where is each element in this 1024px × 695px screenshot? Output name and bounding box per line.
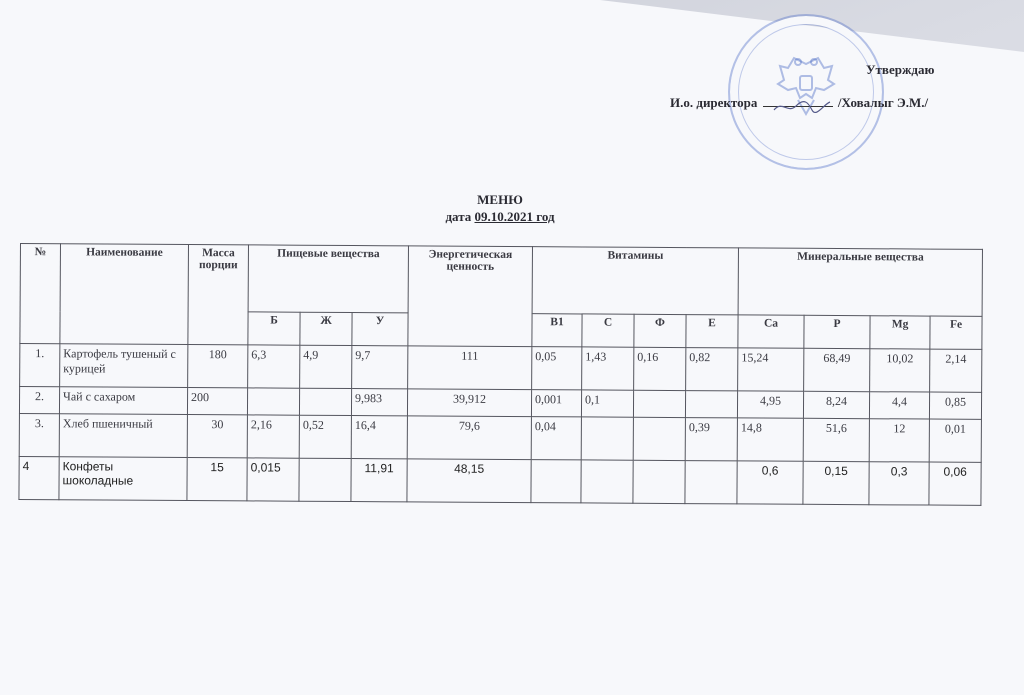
header-mass: Масса порции xyxy=(188,245,249,345)
cell-ca: 15,24 xyxy=(738,348,804,391)
director-name: /Ховалыг Э.М./ xyxy=(837,95,929,110)
subheader-zh: Ж xyxy=(300,312,352,345)
table-header-row xyxy=(20,244,982,317)
subheader-b1: B1 xyxy=(532,314,582,347)
cell-u: 9,983 xyxy=(351,389,407,416)
cell-b: 0,015 xyxy=(247,458,299,501)
cell-p: 8,24 xyxy=(803,391,869,418)
cell-c: 0,1 xyxy=(581,390,633,417)
cell-no: 1. xyxy=(20,344,60,387)
cell-b1: 0,001 xyxy=(531,390,581,417)
cell-no: 4 xyxy=(19,456,59,499)
subheader-u: У xyxy=(352,313,408,346)
cell-c xyxy=(581,460,633,503)
cell-mass: 200 xyxy=(187,388,247,415)
cell-name: Конфеты шоколадные xyxy=(59,457,187,501)
cell-zh: 4,9 xyxy=(300,345,352,388)
cell-f xyxy=(633,417,685,460)
header-nutrients: Пищевые вещества xyxy=(248,245,408,313)
header-no: № xyxy=(20,244,61,344)
cell-f xyxy=(633,390,685,417)
header-energy: Энергетическая ценность xyxy=(408,246,533,347)
cell-no: 3. xyxy=(19,413,59,456)
cell-name: Картофель тушеный с курицей xyxy=(60,344,188,388)
cell-mass: 30 xyxy=(187,415,247,458)
cell-e xyxy=(685,461,737,504)
cell-b: 6,3 xyxy=(248,345,300,388)
cell-ca: 14,8 xyxy=(737,418,803,461)
cell-energy: 39,912 xyxy=(407,389,531,417)
cell-b1 xyxy=(531,460,581,503)
cell-c: 1,43 xyxy=(582,347,634,390)
cell-p: 68,49 xyxy=(804,348,870,391)
director-position: И.о. директора xyxy=(670,95,758,110)
cell-mass: 15 xyxy=(187,458,247,501)
cell-fe: 0,85 xyxy=(929,392,981,419)
cell-p: 0,15 xyxy=(803,461,869,504)
cell-zh: 0,52 xyxy=(299,415,351,458)
cell-u: 16,4 xyxy=(351,416,407,459)
cell-zh xyxy=(299,388,351,415)
approve-label: Утверждаю xyxy=(866,62,935,77)
subheader-b: Б xyxy=(248,312,300,345)
cell-e: 0,82 xyxy=(686,348,738,391)
menu-title: МЕНЮ xyxy=(477,192,523,207)
subheader-mg: Mg xyxy=(870,316,930,349)
cell-p: 51,6 xyxy=(803,418,869,461)
handwritten-signature xyxy=(772,98,832,116)
cell-ca: 4,95 xyxy=(737,391,803,418)
cell-f xyxy=(633,460,685,503)
date-prefix: дата xyxy=(445,209,472,224)
cell-name: Чай с сахаром xyxy=(59,387,187,415)
menu-date: 09.10.2021 год xyxy=(474,209,555,224)
subheader-f: Ф xyxy=(634,314,686,347)
cell-fe: 0,01 xyxy=(929,419,981,462)
cell-zh xyxy=(299,458,351,501)
cell-energy: 111 xyxy=(408,346,532,390)
table-row xyxy=(19,413,981,462)
cell-no: 2. xyxy=(19,387,59,414)
cell-mg: 10,02 xyxy=(870,349,930,392)
subheader-e: E xyxy=(686,315,738,348)
cell-ca: 0,6 xyxy=(737,461,803,504)
cell-b1: 0,05 xyxy=(532,347,582,390)
cell-c xyxy=(581,417,633,460)
official-stamp xyxy=(728,14,884,170)
table-row xyxy=(19,456,981,505)
subheader-fe: Fe xyxy=(930,316,982,349)
cell-f: 0,16 xyxy=(634,347,686,390)
cell-energy: 79,6 xyxy=(407,416,531,460)
cell-b1: 0,04 xyxy=(531,417,581,460)
cell-mg: 12 xyxy=(869,419,929,462)
cell-name: Хлеб пшеничный xyxy=(59,414,187,458)
cell-b: 2,16 xyxy=(247,415,299,458)
subheader-c: C xyxy=(582,314,634,347)
menu-date-line xyxy=(0,209,1000,225)
header-name: Наименование xyxy=(60,244,189,345)
cell-energy: 48,15 xyxy=(407,459,531,503)
header-vitamins: Витамины xyxy=(532,247,738,315)
cell-e: 0,39 xyxy=(685,418,737,461)
table-row xyxy=(20,344,982,393)
cell-u: 11,91 xyxy=(351,459,407,502)
subheader-ca: Ca xyxy=(738,315,804,348)
cell-fe: 2,14 xyxy=(930,349,982,392)
subheader-p: P xyxy=(804,315,870,348)
header-minerals: Минеральные вещества xyxy=(738,248,982,316)
cell-b xyxy=(247,388,299,415)
cell-e xyxy=(685,391,737,418)
cell-mg: 0,3 xyxy=(869,462,929,505)
cell-mg: 4,4 xyxy=(869,392,929,419)
cell-fe: 0,06 xyxy=(929,462,981,505)
menu-table xyxy=(18,243,983,506)
cell-u: 9,7 xyxy=(352,346,408,389)
cell-mass: 180 xyxy=(188,345,248,388)
